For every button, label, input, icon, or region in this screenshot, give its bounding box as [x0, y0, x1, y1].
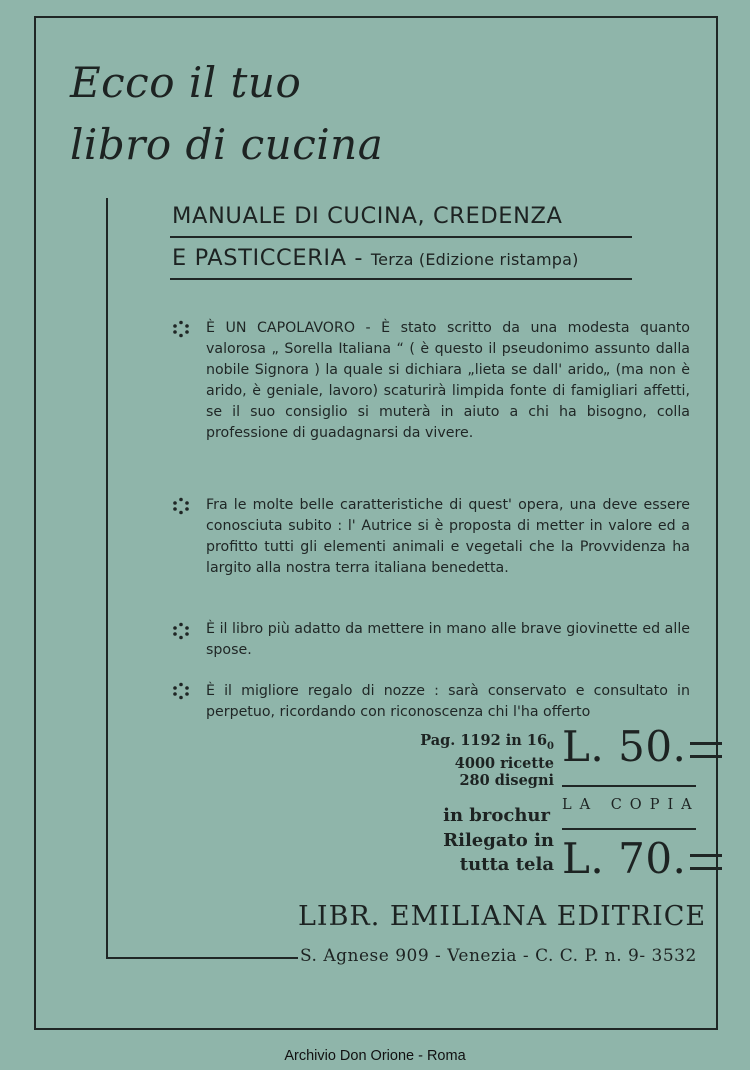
archive-footer: Archivio Don Orione - Roma	[284, 1048, 466, 1064]
book-heading-line-1: MANUALE DI CUCINA, CREDENZA	[172, 203, 563, 229]
recipes-info: 4000 ricette	[454, 754, 554, 772]
heading-underline-1	[170, 236, 632, 238]
title-line-2: libro di cucina	[70, 120, 384, 169]
double-dash-mark	[690, 742, 722, 758]
book-heading-line-2-text: E PASTICCERIA	[172, 245, 347, 271]
bound-label-line-2: tutta tela	[459, 854, 554, 875]
edition-note: Terza (Edizione ristampa)	[370, 250, 579, 269]
price-brochure-value: L. 50.	[562, 722, 687, 771]
ornament-bullet-icon	[172, 682, 190, 700]
ornament-bullet-icon	[172, 497, 190, 515]
book-heading-line-2	[172, 245, 579, 271]
price-rule-1	[562, 785, 696, 787]
price-brochure	[562, 722, 722, 771]
brochure-label: in brochur	[443, 805, 550, 826]
book-specs	[420, 732, 554, 789]
price-bound	[562, 834, 722, 883]
heading-underline-2	[170, 278, 632, 280]
paragraph-caratteristiche: Fra le molte belle caratteristiche di quest' opera, una deve essere conosciuta subito : l' Autrice si è proposta di metter in valore ed a profitto tutti gli elementi animali e vegetali che la Provvidenza ha largito alla nostra terra italiana benedetta.	[206, 497, 690, 576]
pages-text: Pag. 1192 in 16	[420, 732, 548, 749]
paragraph-regalo: È il migliore regalo di nozze : sarà conservato e consultato in perpetuo, ricordando con riconoscenza chi l'ha offerto	[206, 683, 690, 720]
price-rule-2	[562, 828, 696, 830]
bound-label	[443, 829, 554, 877]
paragraph-capolavoro: È UN CAPOLAVORO - È stato scritto da una modesta quanto valorosa „ Sorella Italiana “ ( è questo il pseudonimo assunto dalla nobile Signora ) la quale si dichiara „lieta se dall' arido„ (ma non è arido, è geniale, lavoro) scaturirà limpida fonte di famigliari affetti, se il suo consiglio si muterà in aiuto a chi ha bisogno, colla professione di guadagnarsi da vivere.	[206, 320, 690, 441]
bound-label-line-1: Rilegato in	[443, 830, 554, 851]
ornament-bullet-icon	[172, 320, 190, 338]
double-dash-mark	[690, 854, 722, 870]
heading-dash: -	[354, 245, 364, 271]
pages-info	[420, 732, 554, 755]
per-copy-label: LA COPIA	[562, 797, 700, 813]
title-line-1: Ecco il tuo	[70, 58, 302, 107]
bottom-horizontal-rule	[106, 957, 298, 959]
drawings-info: 280 disegni	[459, 771, 554, 789]
publisher-address: S. Agnese 909 - Venezia - C. C. P. n. 9- 3532	[300, 946, 697, 966]
paragraph-giovinette: È il libro più adatto da mettere in mano alle brave giovinette ed alle spose.	[206, 621, 690, 658]
publisher-name: LIBR. EMILIANA EDITRICE	[298, 901, 707, 932]
price-bound-value: L. 70.	[562, 834, 687, 883]
pages-subscript: 0	[547, 740, 554, 752]
ornament-bullet-icon	[172, 622, 190, 640]
left-vertical-rule	[106, 198, 108, 958]
